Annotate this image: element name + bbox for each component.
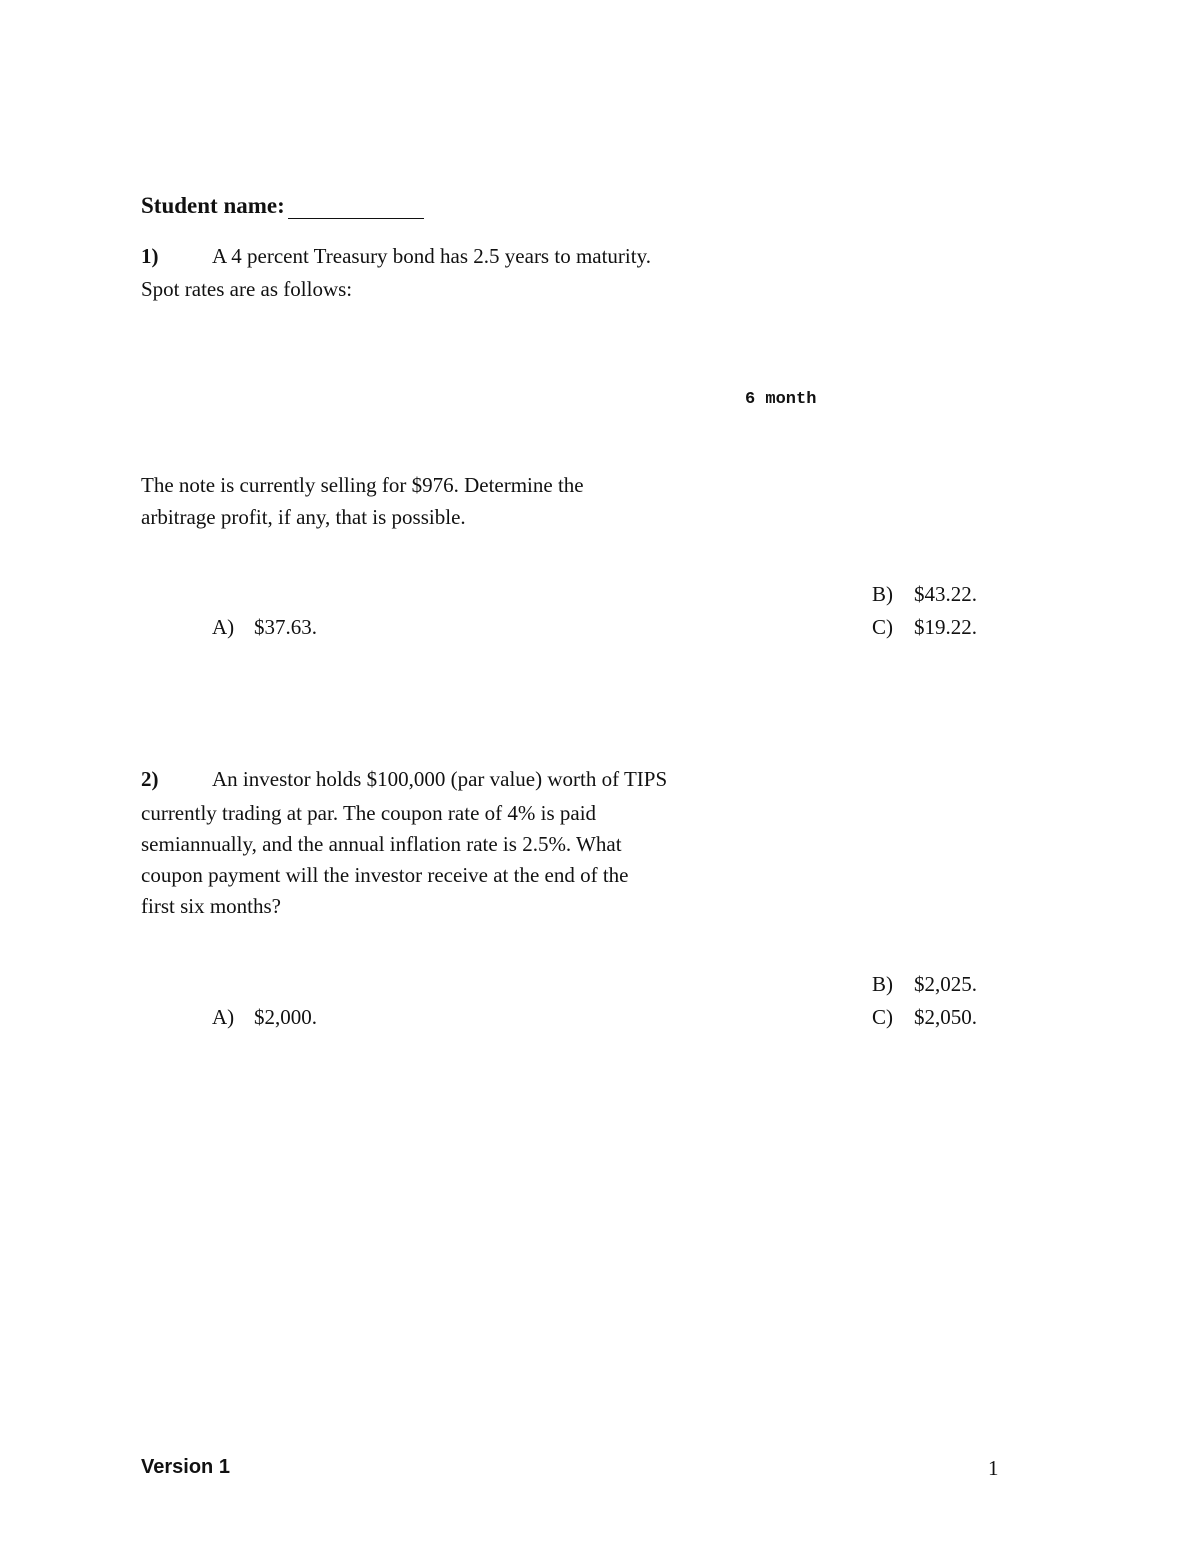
question-2-line5: first six months?	[141, 894, 281, 918]
option-text: $2,000.	[254, 1005, 317, 1029]
question-1-number: 1)	[141, 244, 159, 268]
page-number: 1	[988, 1456, 999, 1480]
option-text: $2,025.	[914, 972, 977, 996]
question-2-line2: currently trading at par. The coupon rate of 4% is paid	[141, 801, 597, 825]
student-name-blank[interactable]	[288, 196, 424, 219]
question-1-header	[141, 244, 651, 269]
option-letter: B)	[872, 972, 893, 996]
question-2-option-c[interactable]	[872, 1005, 977, 1030]
option-text: $43.22.	[914, 582, 977, 606]
question-1-option-b[interactable]	[872, 582, 977, 607]
question-1-body-line1: The note is currently selling for $976. Determine the	[141, 473, 584, 497]
question-1-option-c[interactable]	[872, 615, 977, 640]
question-2-option-b[interactable]	[872, 972, 977, 997]
option-letter: C)	[872, 1005, 893, 1029]
question-2-option-a[interactable]	[212, 1005, 317, 1030]
question-2-line4: coupon payment will the investor receive at the end of the	[141, 863, 629, 887]
option-letter: A)	[212, 615, 235, 639]
version-label: Version 1	[141, 1456, 230, 1478]
spot-rate-table-label: 6 month	[745, 390, 817, 409]
option-text: $37.63.	[254, 615, 317, 639]
question-2-number: 2)	[141, 767, 159, 791]
option-letter: C)	[872, 615, 893, 639]
question-2-header	[141, 767, 667, 792]
question-2-line1: An investor holds $100,000 (par value) worth of TIPS	[212, 767, 668, 791]
option-letter: A)	[212, 1005, 235, 1029]
student-name-field[interactable]	[141, 193, 424, 219]
question-1-option-a[interactable]	[212, 615, 317, 640]
option-text: $2,050.	[914, 1005, 977, 1029]
question-1-line2: Spot rates are as follows:	[141, 277, 353, 301]
option-text: $19.22.	[914, 615, 977, 639]
question-2-line3: semiannually, and the annual inflation rate is 2.5%. What	[141, 832, 622, 856]
student-name-label: Student name:	[141, 193, 285, 218]
question-1-line1: A 4 percent Treasury bond has 2.5 years to maturity.	[212, 244, 651, 268]
question-1-body-line2: arbitrage profit, if any, that is possible.	[141, 505, 466, 529]
option-letter: B)	[872, 582, 893, 606]
